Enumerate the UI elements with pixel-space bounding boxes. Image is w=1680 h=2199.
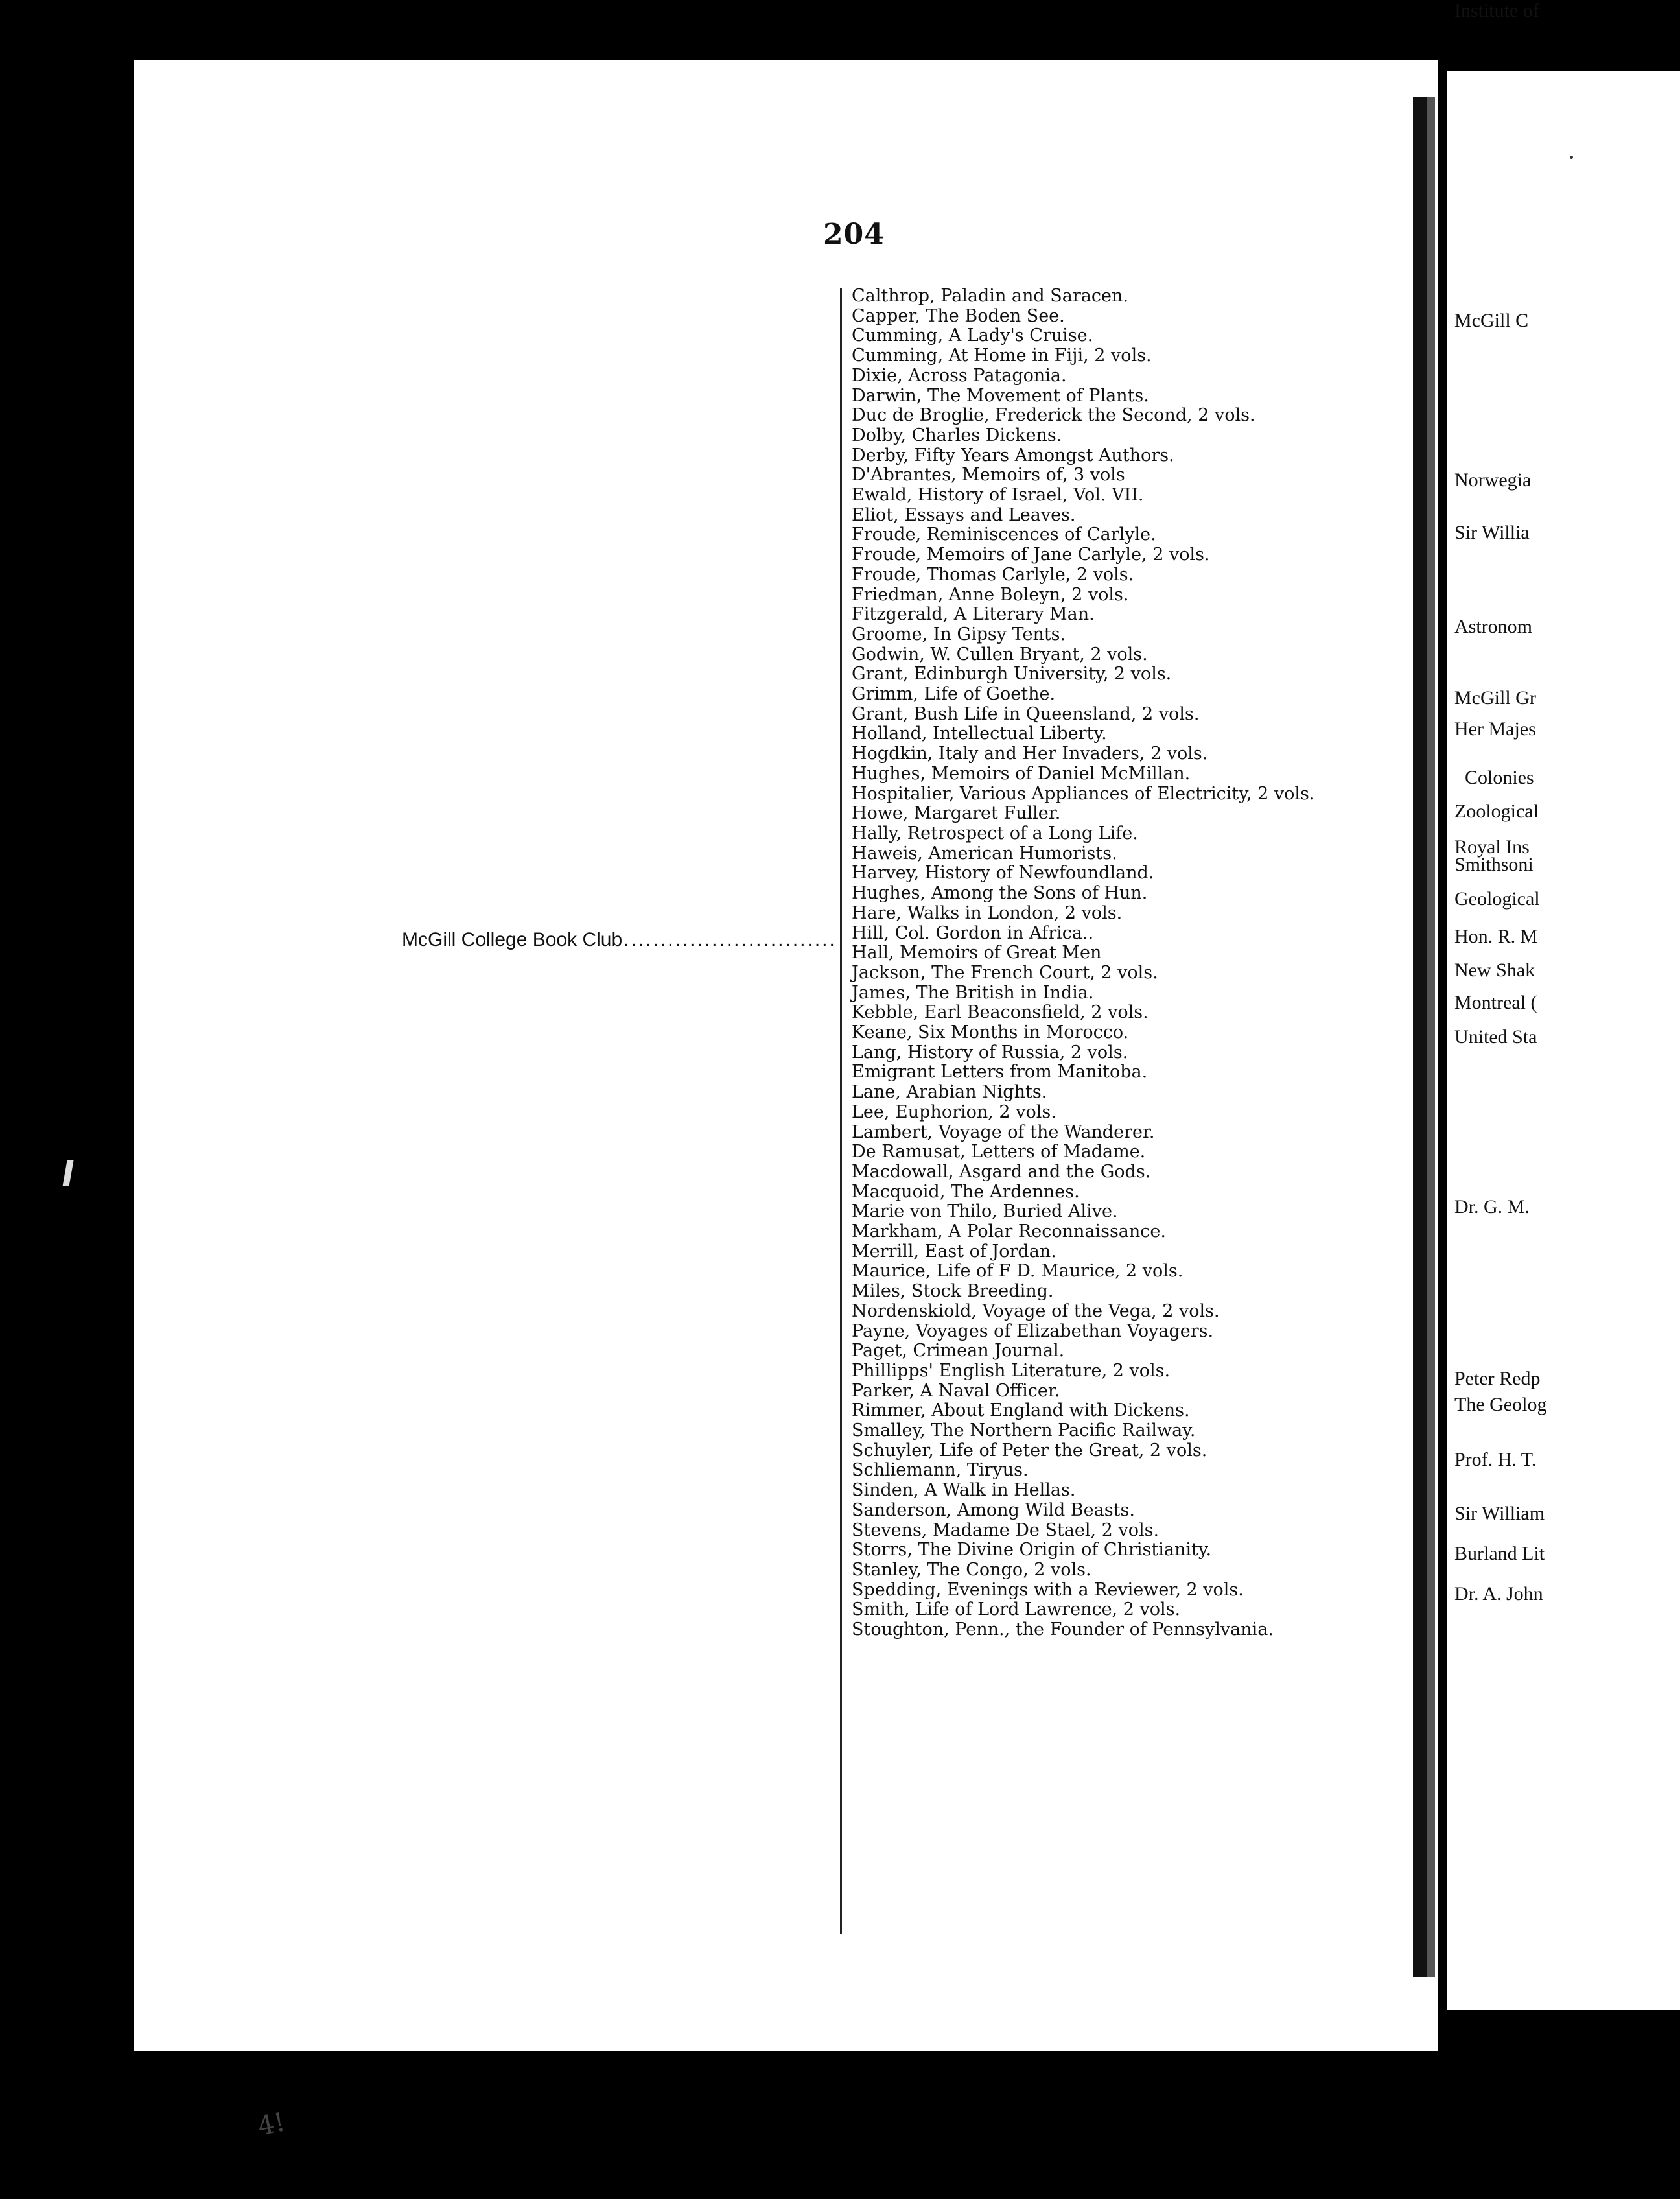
book-entry: Harvey, History of Newfoundland.: [852, 863, 1154, 884]
right-page-fragment: New Shak: [1454, 959, 1535, 981]
book-entry: Phillipps' English Literature, 2 vols.: [852, 1360, 1171, 1381]
book-entry: Macquoid, The Ardennes.: [852, 1181, 1080, 1202]
margin-mark: [62, 1160, 73, 1186]
right-page-fragment: Dr. G. M.: [1454, 1196, 1530, 1217]
right-page-fragment: Dr. A. John: [1454, 1583, 1543, 1605]
book-list: [852, 287, 1331, 1640]
book-entry: Dixie, Across Patagonia.: [852, 365, 1067, 386]
book-entry: Froude, Thomas Carlyle, 2 vols.: [852, 564, 1134, 585]
book-entry: De Ramusat, Letters of Madame.: [852, 1142, 1146, 1162]
book-entry: Miles, Stock Breeding.: [852, 1281, 1054, 1302]
book-entry: Smalley, The Northern Pacific Railway.: [852, 1420, 1196, 1441]
right-page-fragment: Royal Ins: [1454, 836, 1530, 858]
book-entry: Spedding, Evenings with a Reviewer, 2 vols.: [852, 1579, 1244, 1600]
pencil-scribble: 4!: [255, 2107, 288, 2142]
book-entry: Stevens, Madame De Stael, 2 vols.: [852, 1520, 1160, 1540]
book-entry: Schliemann, Tiryus.: [852, 1460, 1029, 1481]
book-entry: Holland, Intellectual Liberty.: [852, 723, 1107, 744]
book-entry: Lambert, Voyage of the Wanderer.: [852, 1122, 1155, 1142]
right-page-fragment: Prof. H. T.: [1454, 1449, 1537, 1470]
book-entry: Payne, Voyages of Elizabethan Voyagers.: [852, 1321, 1214, 1341]
book-entry: Stoughton, Penn., the Founder of Pennsylvania.: [852, 1619, 1274, 1640]
book-entry: Rimmer, About England with Dickens.: [852, 1400, 1190, 1421]
right-page-fragment: Hon. R. M: [1454, 926, 1538, 947]
right-page-fragment: The Geolog: [1454, 1394, 1547, 1415]
book-entry: Parker, A Naval Officer.: [852, 1380, 1060, 1401]
book-entry: Hospitalier, Various Appliances of Electricity, 2 vols.: [852, 783, 1315, 804]
right-page-fragment: Her Majes: [1454, 718, 1536, 740]
book-entry: Hally, Retrospect of a Long Life.: [852, 823, 1138, 843]
right-page-fragment: Smithsoni: [1454, 854, 1534, 875]
book-entry: Sanderson, Among Wild Beasts.: [852, 1499, 1135, 1520]
book-entry: Fitzgerald, A Literary Man.: [852, 604, 1095, 625]
book-entry: Calthrop, Paladin and Saracen.: [852, 286, 1128, 306]
book-entry: Godwin, W. Cullen Bryant, 2 vols.: [852, 644, 1148, 664]
club-label: [402, 927, 836, 953]
right-page-fragment: Montreal (: [1454, 992, 1537, 1013]
book-entry: Haweis, American Humorists.: [852, 843, 1117, 864]
book-entry: Emigrant Letters from Manitoba.: [852, 1062, 1148, 1083]
book-entry: Grant, Edinburgh University, 2 vols.: [852, 664, 1172, 685]
book-entry: Derby, Fifty Years Amongst Authors.: [852, 445, 1174, 465]
club-label-text: McGill College Book Club: [402, 929, 623, 950]
book-entry: Lang, History of Russia, 2 vols.: [852, 1042, 1128, 1063]
right-page-fragment: Geological: [1454, 888, 1540, 910]
book-entry: Merrill, East of Jordan.: [852, 1241, 1056, 1262]
book-entry: Howe, Margaret Fuller.: [852, 803, 1061, 824]
right-page-fragment: Colonies: [1465, 767, 1534, 788]
book-entry: Hughes, Memoirs of Daniel McMillan.: [852, 763, 1191, 784]
book-entry: Cumming, A Lady's Cruise.: [852, 325, 1093, 346]
right-page-fragment: Zoological: [1454, 801, 1539, 822]
book-gutter-shadow: [1427, 97, 1435, 1977]
book-entry: Smith, Life of Lord Lawrence, 2 vols.: [852, 1599, 1181, 1620]
leader-dots: [624, 929, 836, 951]
book-entry: Friedman, Anne Boleyn, 2 vols.: [852, 584, 1129, 605]
book-entry: Froude, Reminiscences of Carlyle.: [852, 524, 1156, 545]
right-page-fragment: Burland Lit: [1454, 1543, 1545, 1564]
book-entry: Storrs, The Divine Origin of Christianity.: [852, 1540, 1212, 1560]
right-page-fragment: Sir Willia: [1454, 522, 1530, 543]
book-entry: Macdowall, Asgard and the Gods.: [852, 1161, 1151, 1182]
book-entry: Marie von Thilo, Buried Alive.: [852, 1201, 1118, 1222]
book-entry: Darwin, The Movement of Plants.: [852, 385, 1149, 406]
brace-bracket: [840, 288, 851, 1934]
book-entry: Stanley, The Congo, 2 vols.: [852, 1560, 1091, 1580]
ink-speck: [1570, 156, 1573, 159]
book-entry: Keane, Six Months in Morocco.: [852, 1022, 1129, 1043]
right-page-fragment: Astronom: [1454, 616, 1532, 637]
book-entry: Hughes, Among the Sons of Hun.: [852, 883, 1148, 904]
book-entry: Capper, The Boden See.: [852, 305, 1065, 326]
book-entry: Hall, Memoirs of Great Men: [852, 943, 1102, 963]
book-entry: D'Abrantes, Memoirs of, 3 vols: [852, 465, 1125, 486]
right-page-fragment: United Sta: [1454, 1026, 1537, 1048]
book-entry: Cumming, At Home in Fiji, 2 vols.: [852, 346, 1152, 366]
right-page: [1447, 0, 1680, 2010]
book-entry: Jackson, The French Court, 2 vols.: [852, 962, 1158, 983]
book-gutter: [1413, 97, 1427, 1977]
right-page-fragment: Norwegia: [1454, 469, 1532, 491]
right-page-fragment: McGill Gr: [1454, 687, 1536, 709]
book-entry: Sinden, A Walk in Hellas.: [852, 1480, 1076, 1501]
book-entry: Markham, A Polar Reconnaissance.: [852, 1221, 1166, 1242]
book-entry: Lee, Euphorion, 2 vols.: [852, 1101, 1056, 1122]
book-entry: Grant, Bush Life in Queensland, 2 vols.: [852, 703, 1200, 724]
book-entry: Groome, In Gipsy Tents.: [852, 624, 1066, 644]
book-entry: Lane, Arabian Nights.: [852, 1082, 1047, 1103]
book-entry: Paget, Crimean Journal.: [852, 1341, 1065, 1361]
book-entry: Duc de Broglie, Frederick the Second, 2 vols.: [852, 405, 1255, 426]
right-page-fragment: Sir William: [1454, 1503, 1545, 1524]
book-entry: James, The British in India.: [852, 982, 1094, 1003]
book-entry: Schuyler, Life of Peter the Great, 2 vols.: [852, 1440, 1208, 1461]
book-entry: Grimm, Life of Goethe.: [852, 684, 1056, 705]
book-entry: Hare, Walks in London, 2 vols.: [852, 902, 1123, 923]
book-entry: Hogdkin, Italy and Her Invaders, 2 vols.: [852, 744, 1208, 764]
right-page-fragment: Institute of: [1454, 0, 1539, 21]
right-page-fragment: McGill C: [1454, 310, 1529, 331]
book-entry: Nordenskiold, Voyage of the Vega, 2 vols.: [852, 1300, 1220, 1321]
page-number: 204: [823, 218, 885, 251]
book-entry: Maurice, Life of F D. Maurice, 2 vols.: [852, 1261, 1184, 1282]
book-entry: Ewald, History of Israel, Vol. VII.: [852, 485, 1144, 506]
book-entry: Dolby, Charles Dickens.: [852, 425, 1062, 445]
right-page-fragment: Peter Redp: [1454, 1368, 1541, 1389]
book-entry: Froude, Memoirs of Jane Carlyle, 2 vols.: [852, 545, 1210, 565]
book-entry: Kebble, Earl Beaconsfield, 2 vols.: [852, 1002, 1149, 1023]
book-entry: Hill, Col. Gordon in Africa..: [852, 923, 1094, 943]
book-entry: Eliot, Essays and Leaves.: [852, 504, 1076, 525]
